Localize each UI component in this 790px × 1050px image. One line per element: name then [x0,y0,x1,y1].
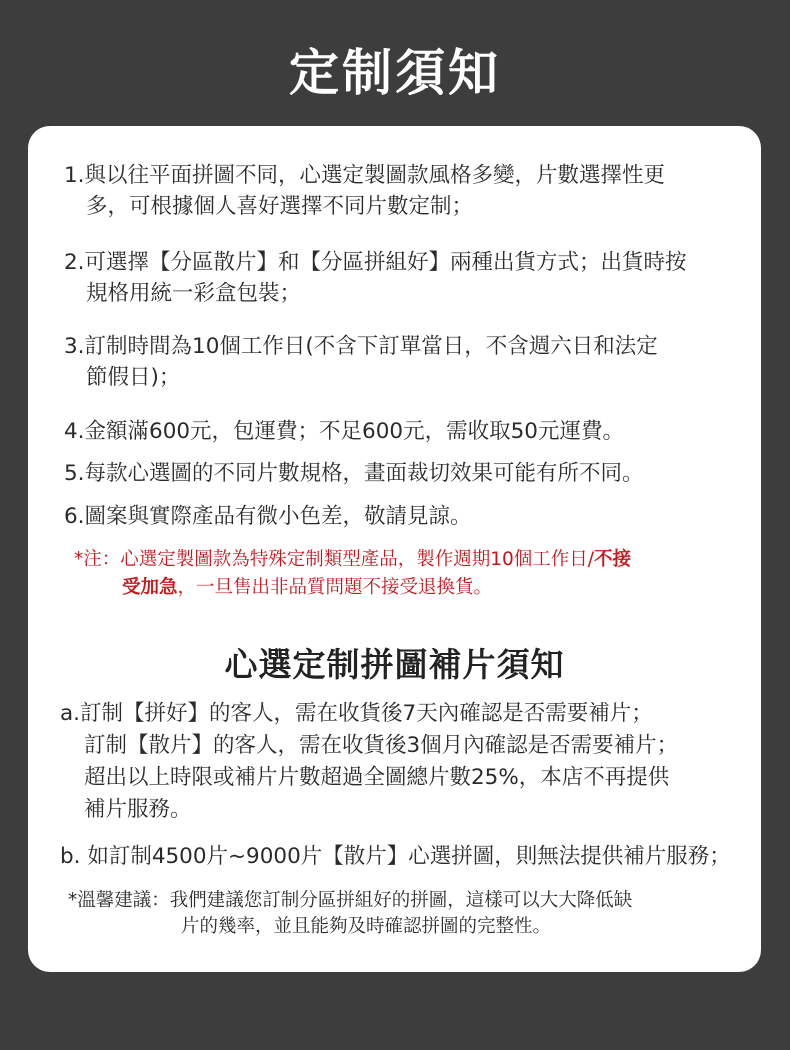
special-note-line-1 [74,546,631,574]
tip-line-1: *溫馨建議：我們建議您訂制分區拼組好的拼圖，這樣可以大大降低缺 [68,890,633,911]
notice-item-1-line-1: 1.與以往平面拼圖不同，心選定製圖款風格多變，片數選擇性更 [64,163,666,188]
notice-card [28,126,761,972]
special-note-suffix: ，一旦售出非品質問題不接受退換貨。 [177,577,493,598]
special-note-line-2 [122,574,492,602]
notice-item-5: 5.每款心選圖的不同片數規格，畫面裁切效果可能有所不同。 [64,461,644,486]
refill-a-line-3: 超出以上時限或補片片數超過全圖總片數25%，本店不再提供 [84,765,670,790]
notice-item-1-line-2: 多，可根據個人喜好選擇不同片數定制； [86,194,474,219]
notice-item-3-line-2: 節假日)； [86,365,181,390]
special-note-bold-1: 不接 [594,549,632,570]
notice-item-6: 6.圖案與實際產品有微小色差，敬請見諒。 [64,504,472,529]
page-title: 定制須知 [289,44,501,102]
refill-b: b. 如訂制4500片~9000片【散片】心選拼圖，則無法提供補片服務； [60,844,731,869]
refill-a-line-1: a.訂制【拼好】的客人，需在收貨後7天內確認是否需要補片； [60,701,653,726]
refill-a-line-4: 補片服務。 [84,797,192,822]
notice-item-4: 4.金額滿600元，包運費；不足600元，需收取50元運費。 [64,419,624,444]
notice-item-3-line-1: 3.訂制時間為10個工作日(不含下訂單當日，不含週六日和法定 [64,334,658,359]
special-note-text: *注：心選定製圖款為特殊定制類型產品，製作週期10個工作日/ [74,549,595,570]
refill-a-line-2: 訂制【散片】的客人，需在收貨後3個月內確認是否需要補片； [84,733,679,758]
tip-line-2: 片的幾率，並且能夠及時確認拼圖的完整性。 [181,916,552,937]
notice-item-2-line-2: 規格用統一彩盒包裝； [86,281,302,306]
refill-section-title: 心選定制拼圖補片須知 [224,645,565,684]
notice-item-2-line-1: 2.可選擇【分區散片】和【分區拼組好】兩種出貨方式；出貨時按 [64,250,687,275]
special-note-bold-2: 受加急 [122,577,178,598]
